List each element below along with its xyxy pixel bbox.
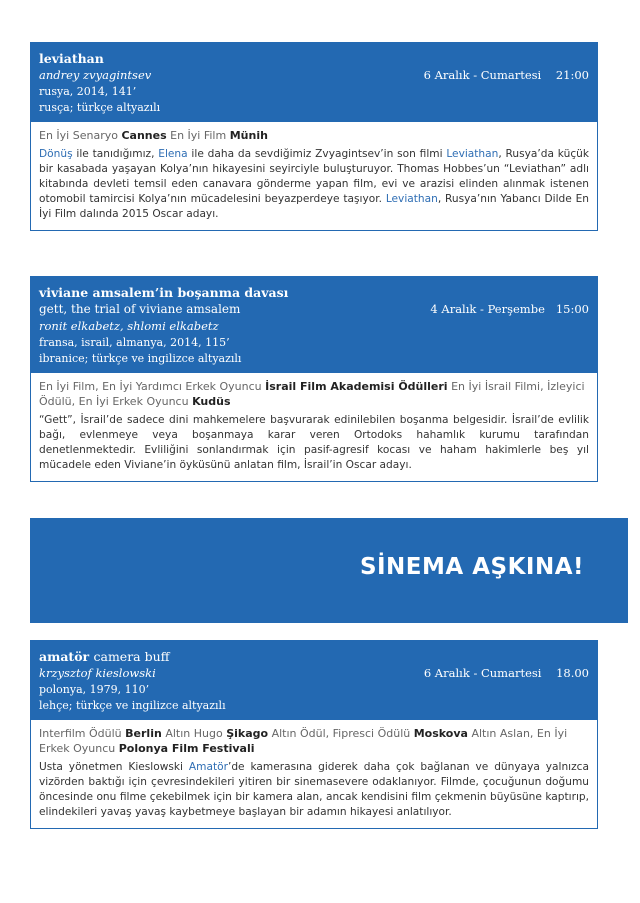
banner-heading: SİNEMA AŞKINA! [359, 554, 584, 580]
award-name: Altın Ödül, Fipresci Ödülü [271, 727, 411, 740]
film-showtime: 6 Aralık - Cumartesi 21:00 [423, 68, 589, 82]
synopsis-text: , Rusya’da küçük bir kasabada yaşayan Kolya’nın hikayesini seyirciyle buluşturuyor. Thomas Hobbes’un “Leviathan” adlı kitabında devleti temsil eden canavara gönderme yapan film, evi ve arazisi elinden alınmak istenen otomobil tamircisi Kolya’nın mücadelesini beyazperdeye taşıyor. [39, 148, 589, 205]
award-name: Altın Aslan, En İyi Erkek Oyuncu [39, 727, 568, 755]
synopsis-text: Usta yönetmen Kieslowski [39, 761, 189, 773]
synopsis-film-ref: Leviathan [385, 193, 438, 205]
award-name: En İyi Film [170, 129, 227, 142]
award-festival: Şikago [226, 727, 269, 740]
film-card-camera-buff [30, 640, 598, 829]
synopsis-text: ’de kamerasına giderek daha çok bağlanan ve dünyaya yalnızca vizörden baktığı için çevresindekileri yitiren bir sinemasevere odaklanıyor. Filmde, çocuğunun doğumu öncesinde onu filme çekebilmek için bir kamera alan, ancak kendisini film çekmenin büyüsüne kaptırıp, elindekileri yavaş yavaş kaybetmeye başlayan bir adamın hikayesi anlatılıyor. [39, 761, 590, 818]
film-director: andrey zvyagintsev [39, 68, 152, 82]
award-name: En İyi Film, En İyi Yardımcı Erkek Oyuncu [39, 380, 262, 393]
synopsis-film-ref: Dönüş [39, 148, 73, 160]
director-row [39, 67, 589, 84]
film-title: viviane amsalem’in boşanma davası [39, 285, 289, 300]
synopsis-film-ref: Amatör [188, 761, 228, 773]
award-name: Altın Hugo [165, 727, 223, 740]
award-festival: İsrail Film Akademisi Ödülleri [265, 380, 448, 393]
film-awards [39, 726, 589, 756]
award-name: En İyi İsrail Filmi, İzleyici Ödülü, En İyi Erkek Oyuncu [39, 380, 585, 408]
synopsis-text: ile daha da sevdiğimiz Zvyagintsev’in son filmi [187, 148, 447, 160]
award-name: En İyi Senaryo [39, 129, 118, 142]
film-card-body [31, 720, 597, 828]
film-language: rusça; türkçe altyazılı [39, 101, 161, 114]
film-title-row [39, 649, 589, 665]
film-awards [39, 128, 589, 143]
film-showtime: 6 Aralık - Cumartesi 18.00 [423, 666, 589, 680]
film-card-header [31, 277, 597, 373]
film-title: amatör [39, 649, 90, 664]
film-awards [39, 379, 589, 409]
film-card-body [31, 122, 597, 230]
film-language: ibranice; türkçe ve ingilizce altyazılı [39, 352, 242, 365]
director-row [39, 665, 589, 682]
film-card-viviane-amsalem [30, 276, 598, 482]
film-synopsis: “Gett”, İsrail’de sadece dini mahkemelere başvurarak edinilebilen boşanma belgesidir. İsrail’de evlilik bağı, evlenmeye veya boşanmaya karar veren Ortodoks hahamlık kurumu tarafından denetlenmektedir. Evliliğini sonlandırmak için pasif-agresif kocası ve haham hakimlerle beş yıl mücadele eden Viviane’in öyküsünü anlatan film, İsrail’in Oscar adayı. [39, 414, 589, 471]
film-synopsis [39, 760, 589, 820]
film-original-title: gett, the trial of viviane amsalem [39, 302, 241, 316]
film-director: krzysztof kieslowski [39, 666, 156, 680]
film-director: ronit elkabetz, shlomi elkabetz [39, 319, 219, 333]
film-country-year-runtime: fransa, israil, almanya, 2014, 115’ [39, 336, 230, 349]
film-language: lehçe; türkçe ve ingilizce altyazılı [39, 699, 226, 712]
film-card-header [31, 43, 597, 122]
award-name: Interfilm Ödülü [39, 727, 122, 740]
film-synopsis [39, 147, 589, 222]
award-festival: Kudüs [192, 395, 231, 408]
synopsis-text: , Rusya’nın Yabancı Dilde En İyi Film dalında 2015 Oscar adayı. [39, 193, 589, 220]
award-festival: Berlin [125, 727, 162, 740]
award-festival: Moskova [413, 727, 468, 740]
film-showtime: 4 Aralık - Perşembe 15:00 [430, 302, 589, 316]
film-original-title: camera buff [93, 649, 170, 664]
award-festival: Polonya Film Festivali [118, 742, 255, 755]
original-title-row [39, 301, 589, 318]
film-country-year-runtime: polonya, 1979, 110’ [39, 683, 150, 696]
synopsis-film-ref: Elena [158, 148, 188, 160]
section-banner [30, 518, 628, 623]
award-festival: Cannes [121, 129, 167, 142]
award-festival: Münih [229, 129, 268, 142]
film-country-year-runtime: rusya, 2014, 141’ [39, 85, 137, 98]
film-card-header [31, 641, 597, 720]
synopsis-text: ile tanıdığımız, [72, 148, 159, 160]
synopsis-film-ref: Leviathan [446, 148, 499, 160]
film-title: leviathan [39, 51, 104, 66]
film-card-body [31, 373, 597, 481]
film-card-leviathan [30, 42, 598, 231]
